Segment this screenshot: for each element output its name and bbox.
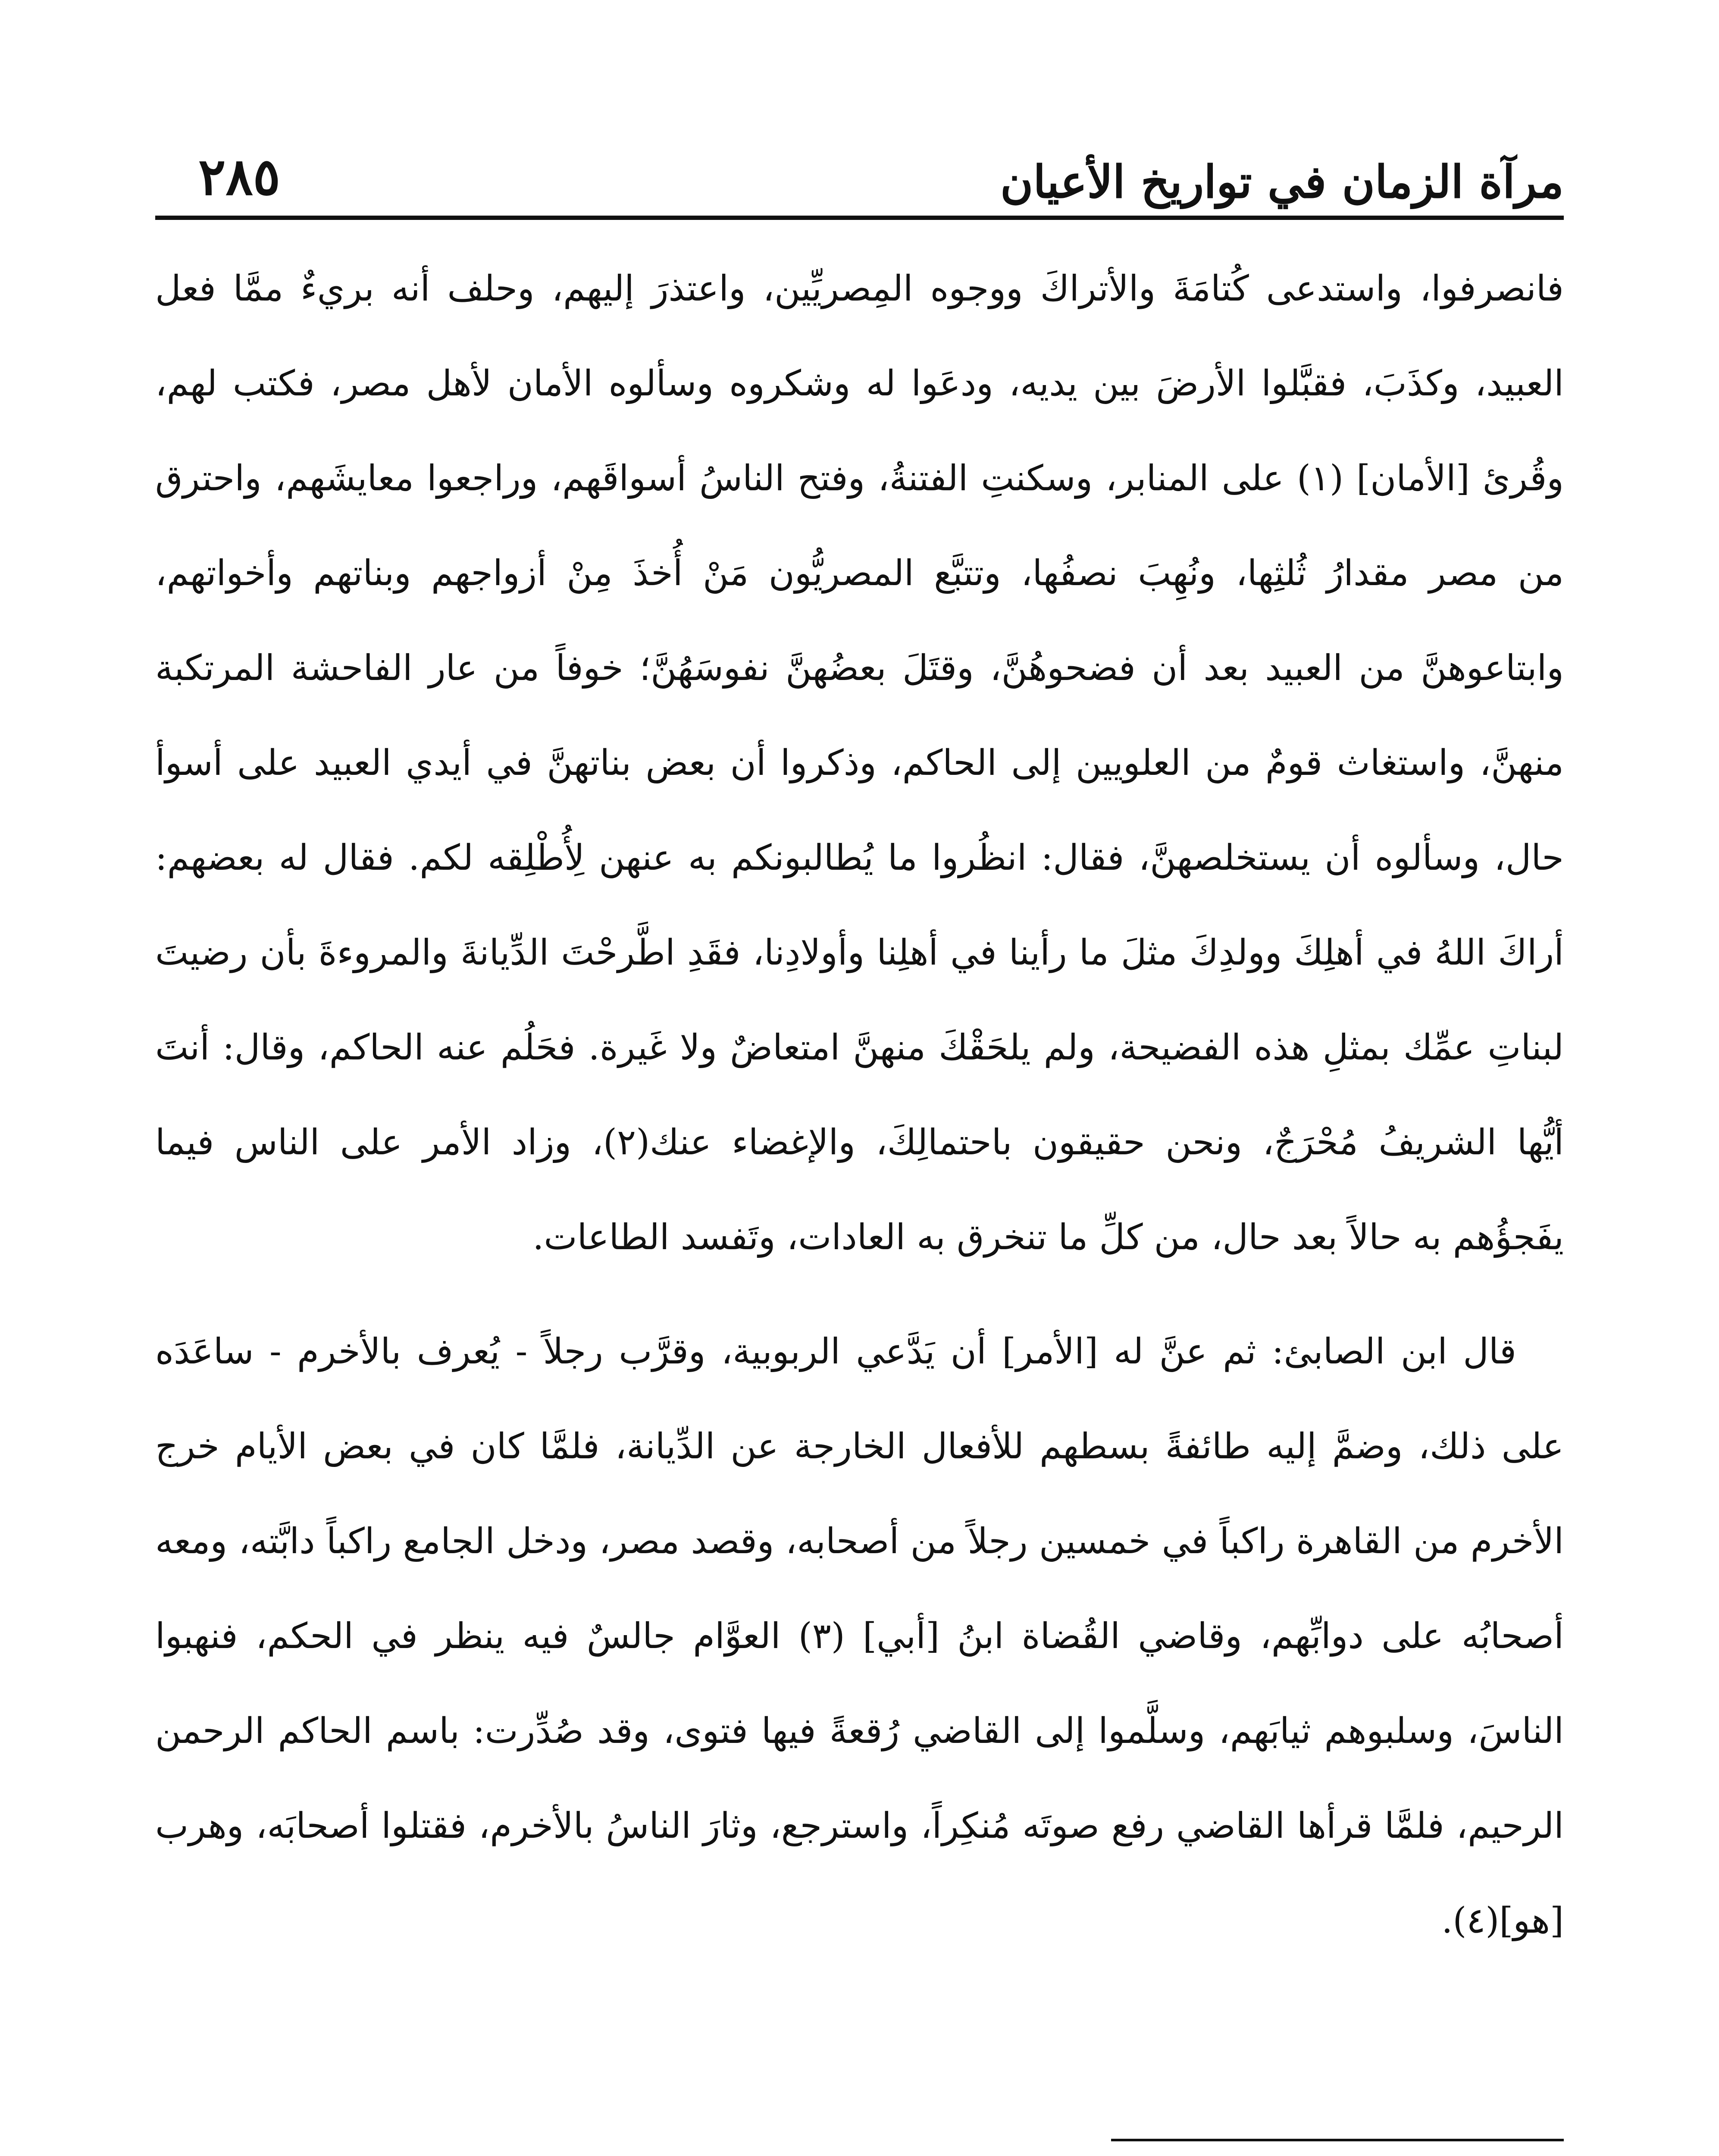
paragraph-2: قال ابن الصابئ: ثم عنَّ له [الأمر] أن يَدَّعي الربوبية، وقرَّب رجلاً - يُعرف بالأخرم - ساعَدَه على ذلك، وضمَّ إليه طائفةً بسطهم للأفعال الخارجة عن الدِّيانة، فلمَّا كان في بعض الأيام خرج الأخرم من القاهرة راكباً في خمسين رجلاً من أصحابه، وقصد مصر، ودخل الجامع راكباً دابَّته، ومعه أصحابُه على دوابِّهم، وقاضي القُضاة ابنُ [أبي] (٣) العوَّام جالسٌ فيه ينظر في الحكم، فنهبوا الناسَ، وسلبوهم ثيابَهم، وسلَّموا إلى القاضي رُقعةً فيها فتوى، وقد صُدِّرت: باسم الحاكم الرحمن الرحيم، فلمَّا قرأها القاضي رفع صوتَه مُنكِراً، واسترجع، وثارَ الناسُ بالأخرم، فقتلوا أصحابَه، وهرب [هو](٤). xyxy=(155,1331,1564,1941)
footnote-separator xyxy=(1111,2139,1564,2141)
page-number: ٢٨٥ xyxy=(198,147,281,207)
page-header xyxy=(155,129,1564,220)
paragraph-1: فانصرفوا، واستدعى كُتامَةَ والأتراكَ ووجوه المِصريِّين، واعتذرَ إليهم، وحلف أنه بريءٌ ممَّا فعل العبيد، وكذَبَ، فقبَّلوا الأرضَ بين يديه، ودعَوا له وشكروه وسألوه الأمان لأهل مصر، فكتب لهم، وقُرئ [الأمان] (١) على المنابر، وسكنتِ الفتنةُ، وفتح الناسُ أسواقَهم، وراجعوا معايشَهم، واحترق من مصر مقدارُ ثُلثِها، ونُهِبَ نصفُها، وتتبَّع المصريُّون مَنْ أُخذَ مِنْ أزواجهم وبناتهم وأخواتهم، وابتاعوهنَّ من العبيد بعد أن فضحوهُنَّ، وقتَلَ بعضُهنَّ نفوسَهُنَّ؛ خوفاً من عار الفاحشة المرتكبة منهنَّ، واستغاث قومٌ من العلويين إلى الحاكم، وذكروا أن بعض بناتهنَّ في أيدي العبيد على أسوأ حال، وسألوه أن يستخلصهنَّ، فقال: انظُروا ما يُطالبونكم به عنهن لِأُطْلِقه لكم. فقال له بعضهم: أراكَ اللهُ في أهلِكَ وولدِكَ مثلَ ما رأينا في أهلِنا وأولادِنا، فقَدِ اطَّرحْتَ الدِّيانةَ والمروءةَ بأن رضيتَ لبناتِ عمِّك بمثلِ هذه الفضيحة، ولم يلحَقْكَ منهنَّ امتعاضٌ ولا غَيرة. فحَلُم عنه الحاكم، وقال: أنتَ أيُّها الشريفُ مُحْرَجٌ، ونحن حقيقون باحتمالِكَ، والإغضاء عنك(٢)، وزاد الأمر على الناس فيما يفَجؤُهم به حالاً بعد حال، من كلِّ ما تنخرق به العادات، وتَفسد الطاعات. xyxy=(155,268,1564,1258)
main-text xyxy=(155,241,1564,1968)
running-title: مرآة الزمان في تواريخ الأعيان xyxy=(1000,155,1564,208)
